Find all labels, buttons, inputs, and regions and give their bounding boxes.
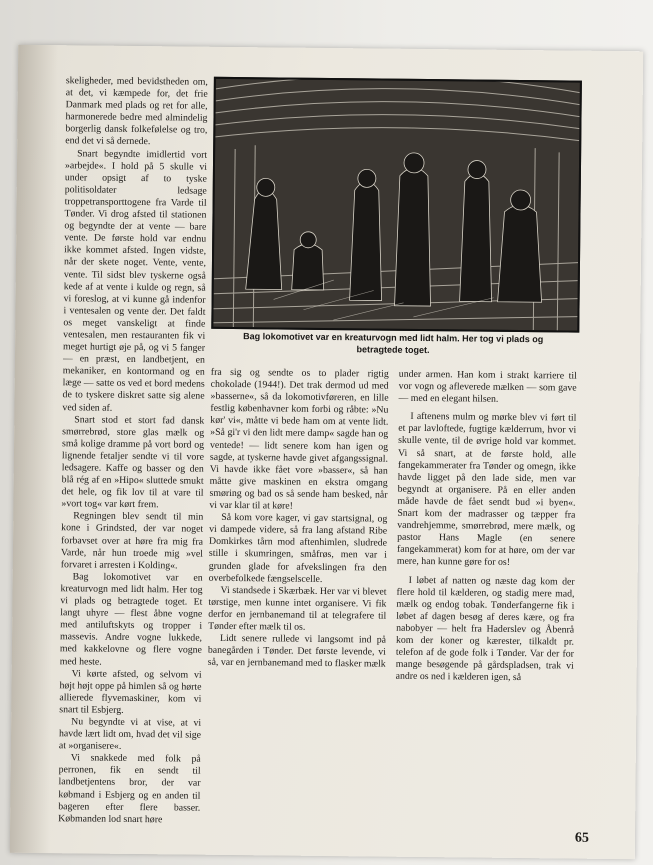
paragraph: fra sig og sendte os to plader rigtig chokolade (1944!). Det trak dermod ud med »basserne«, så da lokomotivføreren, en lille festlig københavner kom forbi og råbte: »Nu kør' vi«, måtte vi bede ham om at vente lidt. »Så gi'r vi den lidt mere damp« sagde han og ventede! — lidt senere kom han igen og sagde, at tyskerne havde givet afgangssignal. Vi havde ikke fået vore »basser«, så han måtte give maskinen en ekstra omgang smøring og bad os så sende ham besked, når vi var klar til at køre! bbox=[209, 366, 389, 512]
page-number: 65 bbox=[574, 830, 590, 846]
illustration-caption bbox=[211, 330, 575, 358]
text-column-2 bbox=[206, 367, 389, 839]
paragraph: Vi standsede i Skærbæk. Her var vi blevet tørstige, men kunne intet organisere. Vi fik derfor en jernbanemand til at telegrafere til Tønder efter mælk til os. bbox=[208, 584, 387, 633]
paragraph: Bag lokomotivet var en kreaturvogn med lidt halm. Her tog vi plads og betragtede toget. Et langt uhyre — flest åbne vogne med antiluftskyts og tropper i massevis. Andre vogne lukkede, med kakkelovne og flere vogne med heste. bbox=[59, 571, 203, 668]
text-column-1 bbox=[58, 75, 208, 836]
woodcut-illustration bbox=[211, 77, 582, 333]
caption-line-2: betragtede toget. bbox=[356, 344, 430, 356]
paragraph: Vi snakkede med folk på perronen, fik en sendt til landbetjentens bror, der var købmand i Esbjerg og en anden til bageren efter flere basser. Købmanden lod snart høre bbox=[58, 752, 201, 826]
paragraph: Regningen blev sendt til min kone i Grindsted, der var noget forbavset over at høre fra mig fra Varde, når hun troede mig »vel forvaret i arresten i Kolding«. bbox=[60, 510, 204, 572]
paragraph: Så kom vore kager, vi gav startsignal, og vi dampede videre, så fra lang afstand Ribe Domkirkes tårn mod aftenhimlen, sludrede stille i skumringen, småfrøs, men var i grunden glade for afvekslingen fra den overbefolkede fængselscelle. bbox=[208, 512, 388, 585]
paragraph: I løbet af natten og næste dag kom der flere hold til kælderen, og stadig mere mad, mælk og endog tobak. Tønderfangerne fik i løbet af dagen besøg af deres kære, og fra nabobyer — helt fra Haderslev og Åbenrå kom der koner og kærester, tilkaldt pr. telefon af de gode folk i Tønder. Var der for mange besøgende på gårdspladsen, trak vi andre os ned i kælderen igen, så bbox=[395, 574, 575, 684]
paragraph: Vi kørte afsted, og selvom vi højt højt oppe på himlen så og hørte allierede flyvemaskiner, kom vi snart til Esbjerg. bbox=[59, 667, 202, 716]
paragraph: skeligheder, med bevidstheden om, at det, vi kæmpede for, det frie Danmark med plads og ret for alle, harmonerede bedre med almindelig borgerlig dansk folkefølelse og tro, end det vi så dernede. bbox=[65, 75, 208, 148]
paragraph: Snart stod et stort fad dansk smørrebrød, store glas mælk og små kolige dramme på vort bord og lignende fetaljer sendte vi til vore ledsagere. Kaffe og basser og den blå rég af en »Hipo« sluttede smukt det hele, og fik lov til at vare til »vort tog« var kørt frem. bbox=[61, 413, 205, 511]
paragraph: Snart begyndte imidlertid vort »arbejde«. I hold på 5 skulle vi under opsigt af to tyske politisoldater ledsage troppetransporttogene fra Varde til Tønder. Vi drog afsted til stationen og begyndte der at vente — bare vente. De første hold var endnu ikke kommet afsted. Ingen vidste, når der skete noget. Vente, vente, vente. Til sidst blev tyskerne også kede af at vente i kulde og regn, så vi foreslog, at vi kunne gå indenfor i ventesalen og vente der. Det faldt os meget vanskeligt at finde ventesalen, men restauranten fik vi meget hurtigt øje på, og vi 5 fanger — en præst, en landbetjent, en mekaniker, en kontormand og en læge — satte os ved et bord medens de to tyskere diskret satte sig alene ved siden af. bbox=[62, 147, 208, 414]
paragraph: I aftenens mulm og mørke blev vi ført til et par lavloftede, fugtige kælderrum, hvor vi skulle vente, til de øvrige hold var kommet. Vi så snart, at de første hold, alle fangekammerater fra Tønder og omegn, ikke havde ligget på den lade side, men var begyndt at organisere. På en eller anden måde havde de fået sendt bud »i byen«. Snart kom der madrasser og tæpper fra vandrehjemme, smørrebrød, mere mælk, og pastor Hans Magle (en senere fangekammerat) kom for at høre, om der var mere, han kunne gøre for os! bbox=[396, 411, 577, 569]
paragraph: Nu begyndte vi at vise, at vi havde lært lidt om, hvad det vil sige at »organisere«. bbox=[58, 716, 202, 753]
caption-line-1: Bag lokomotivet var en kreaturvogn med lidt halm. Her tog vi plads og bbox=[243, 331, 544, 345]
text-column-3 bbox=[394, 369, 577, 841]
paragraph: Lidt senere rullede vi langsomt ind på banegården i Tønder. Det første levende, vi så, var en jernbanemand med to flasker mælk bbox=[207, 632, 387, 670]
paragraph: under armen. Han kom i strakt karriere til vor vogn og afleverede mælken — som gave — med en elegant hilsen. bbox=[398, 368, 577, 405]
page-spine-shadow bbox=[10, 45, 58, 853]
illustration-drawing bbox=[213, 79, 580, 331]
book-page bbox=[10, 45, 643, 860]
